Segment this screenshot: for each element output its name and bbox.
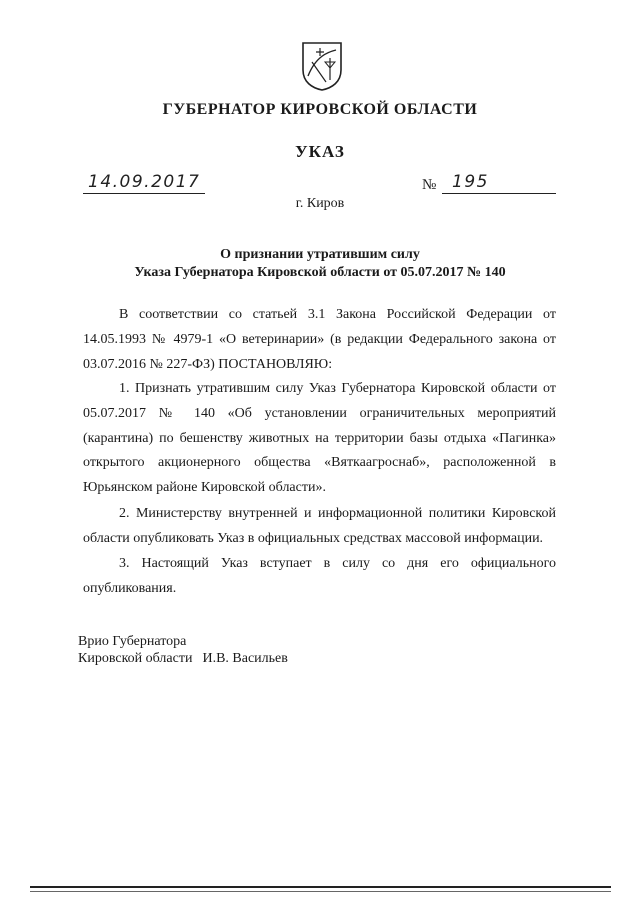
coat-of-arms-icon bbox=[300, 40, 344, 92]
date-underline bbox=[83, 193, 205, 194]
signer-position-line-2: Кировской области bbox=[78, 651, 193, 666]
item-3-text: 3. Настоящий Указ вступает в силу со дня его официального опубликования. bbox=[83, 556, 556, 596]
title-line-2: Указа Губернатора Кировской области от 05.07.2017 № 140 bbox=[134, 265, 506, 280]
issuer-heading: ГУБЕРНАТОР КИРОВСКОЙ ОБЛАСТИ bbox=[162, 101, 478, 118]
number-sign: № bbox=[422, 177, 437, 193]
item-3-paragraph bbox=[83, 552, 556, 602]
document-number: 195 bbox=[452, 172, 489, 192]
signature-block bbox=[78, 633, 288, 667]
footer-rule-thin bbox=[30, 891, 611, 892]
document-type: УКАЗ bbox=[295, 142, 345, 161]
document-date: 14.09.2017 bbox=[88, 172, 201, 192]
footer-rule bbox=[30, 886, 611, 888]
preamble-paragraph bbox=[83, 303, 556, 377]
signer-position-line-1: Врио Губернатора bbox=[78, 634, 187, 649]
document-title bbox=[0, 246, 640, 282]
item-1-text: 1. Признать утратившим силу Указ Губернатора Кировской области от 05.07.2017 № 140 «Об установлении ограничительных мероприятий (карантина) по бешенству животных на территории базы отдыха «Пагинка» открытого акционерного общества «Вяткаагроснаб», расположенной в Юрьянском районе Кировской области». bbox=[83, 381, 556, 496]
signer-name: И.В. Васильев bbox=[202, 651, 288, 666]
preamble-text: В соответствии со статьей 3.1 Закона Российской Федерации от 14.05.1993 № 4979-1 «О ветеринарии» (в редакции Федерального закона от 03.07.2016 № 227-ФЗ) ПОСТАНОВЛЯЮ: bbox=[83, 307, 556, 372]
item-1-paragraph bbox=[83, 377, 556, 501]
number-underline bbox=[442, 193, 556, 194]
item-2-text: 2. Министерству внутренней и информационной политики Кировской области опубликовать Указ в официальных средствах массовой информации. bbox=[83, 506, 556, 546]
item-2-paragraph bbox=[83, 502, 556, 552]
city: г. Киров bbox=[295, 196, 345, 211]
title-line-1: О признании утратившим силу bbox=[220, 247, 420, 262]
